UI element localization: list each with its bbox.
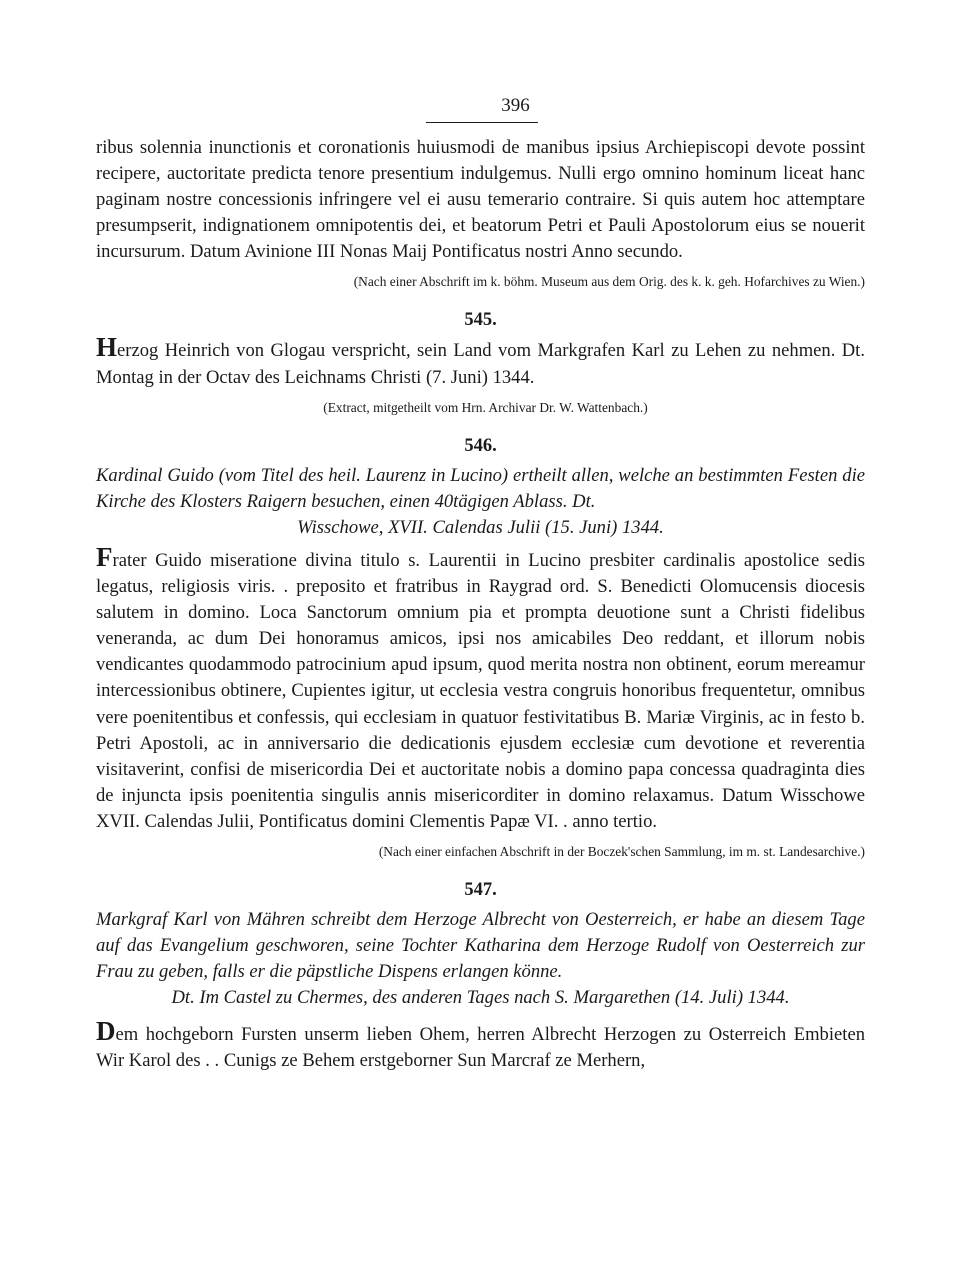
summary-546: Kardinal Guido (vom Titel des heil. Laurenz in Lucino) ertheilt allen, welche an bestimmten Festen die Kirche des Klosters Raigern besuchen, einen 40tägigen Ablass. Dt. xyxy=(96,464,865,512)
document-number-546: 546. xyxy=(464,435,497,456)
summary-545-text: erzog Heinrich von Glogau verspricht, sein Land vom Markgrafen Karl zu Lehen zu nehmen. Dt. Montag in der Octav des Leichnams Christi (7. Juni) 1344. xyxy=(96,340,865,388)
summary-546-date: Wisschowe, XVII. Calendas Julii (15. Juni) 1344. xyxy=(297,516,664,538)
page-number: 396 xyxy=(501,95,530,116)
continuation-text: ribus solennia inunctionis et coronationis huiusmodi de manibus ipsius Archiepiscopi devote possint recipere, auctoritate predicta tenore presentium indulgemus. Nulli ergo omnino hominum liceat hanc paginam nostre concessionis infringere vel ei ausu temerario contraire. Si quis autem hoc attemptare presumpserit, indignationem omnipotentis dei, et beatorum Petri et Pauli Apostolorum eius se nouerit incursurum. Datum Avinione III Nonas Maij Pontificatus nostri Anno secundo. xyxy=(96,137,865,263)
source-note-545: (Extract, mitgetheilt vom Hrn. Archivar Dr. W. Wattenbach.) xyxy=(323,399,648,415)
document-page xyxy=(96,96,865,1075)
summary-547-date: Dt. Im Castel zu Chermes, des anderen Tages nach S. Margarethen (14. Juli) 1344. xyxy=(171,987,790,1009)
text-546-body: rater Guido miseratione divina titulo s. Laurentii in Lucino presbiter cardinalis apostolice sedis legatus, religiosis viris. . preposito et fratribus in Raygrad ord. S. Benedicti Olomucensis diocesis salutem in domino. Loca Sanctorum omnium pia et prompta deuotione sunt a Christi fidelibus veneranda, ac dum Dei honoramus amicos, ipsi nos amicabiles Deo reddant, et illorum nobis vendicantes quodammodo patrocinium apud ipsum, quod merita nostra non obtinent, eorum mereamur intercessionibus obtinere, Cupientes igitur, ut ecclesia vestra congruis honoribus frequentetur, omnibus vere poenitentibus et confessis, qui ecclesiam in quatuor festivitatibus B. Mariæ Virginis, ac in festo b. Petri Apostoli, ac in anniversario die dedicationis ejusdem ecclesiæ cum devotione et reverentia visitaverint, confisi de misericordia Dei et auctoritate nobis a domino papa concessa quadraginta dies de injuncta ipsis poenitentia singulis annis misericorditer in domino relaxamus. Datum Wisschowe XVII. Calendas Julii, Pontificatus domini Clementis Papæ VI. . anno tertio. xyxy=(96,549,865,832)
text-546 xyxy=(96,541,865,835)
summary-545 xyxy=(96,332,865,390)
text-547-body: em hochgeborn Fursten unserm lieben Ohem, herren Albrecht Herzogen zu Osterreich Embieten Wir Karol des . . Cunigs ze Behem erstgeborner Sun Marcraf ze Merhern, xyxy=(96,1024,865,1072)
document-number-545: 545. xyxy=(464,310,497,331)
initial-letter-545: H xyxy=(96,332,118,363)
source-note-544: (Nach einer Abschrift im k. böhm. Museum aus dem Orig. des k. k. geh. Hofarchives zu Wien.) xyxy=(353,274,865,290)
initial-letter-546: F xyxy=(96,541,113,572)
source-note-546: (Nach einer einfachen Abschrift in der Boczek'schen Sammlung, im m. st. Landesarchive.) xyxy=(378,843,865,859)
initial-letter-547: D xyxy=(96,1016,116,1047)
document-number-547: 547. xyxy=(464,879,497,900)
summary-547: Markgraf Karl von Mähren schreibt dem Herzoge Albrecht von Oesterreich, er habe an diesem Tage auf das Evangelium geschworen, seine Tochter Katharina dem Herzoge Rudolf von Oesterreich zur Frau zu geben, falls er die päpstliche Dispens erlangen könne. xyxy=(96,908,865,983)
header-rule xyxy=(426,122,538,123)
text-547 xyxy=(96,1016,865,1074)
